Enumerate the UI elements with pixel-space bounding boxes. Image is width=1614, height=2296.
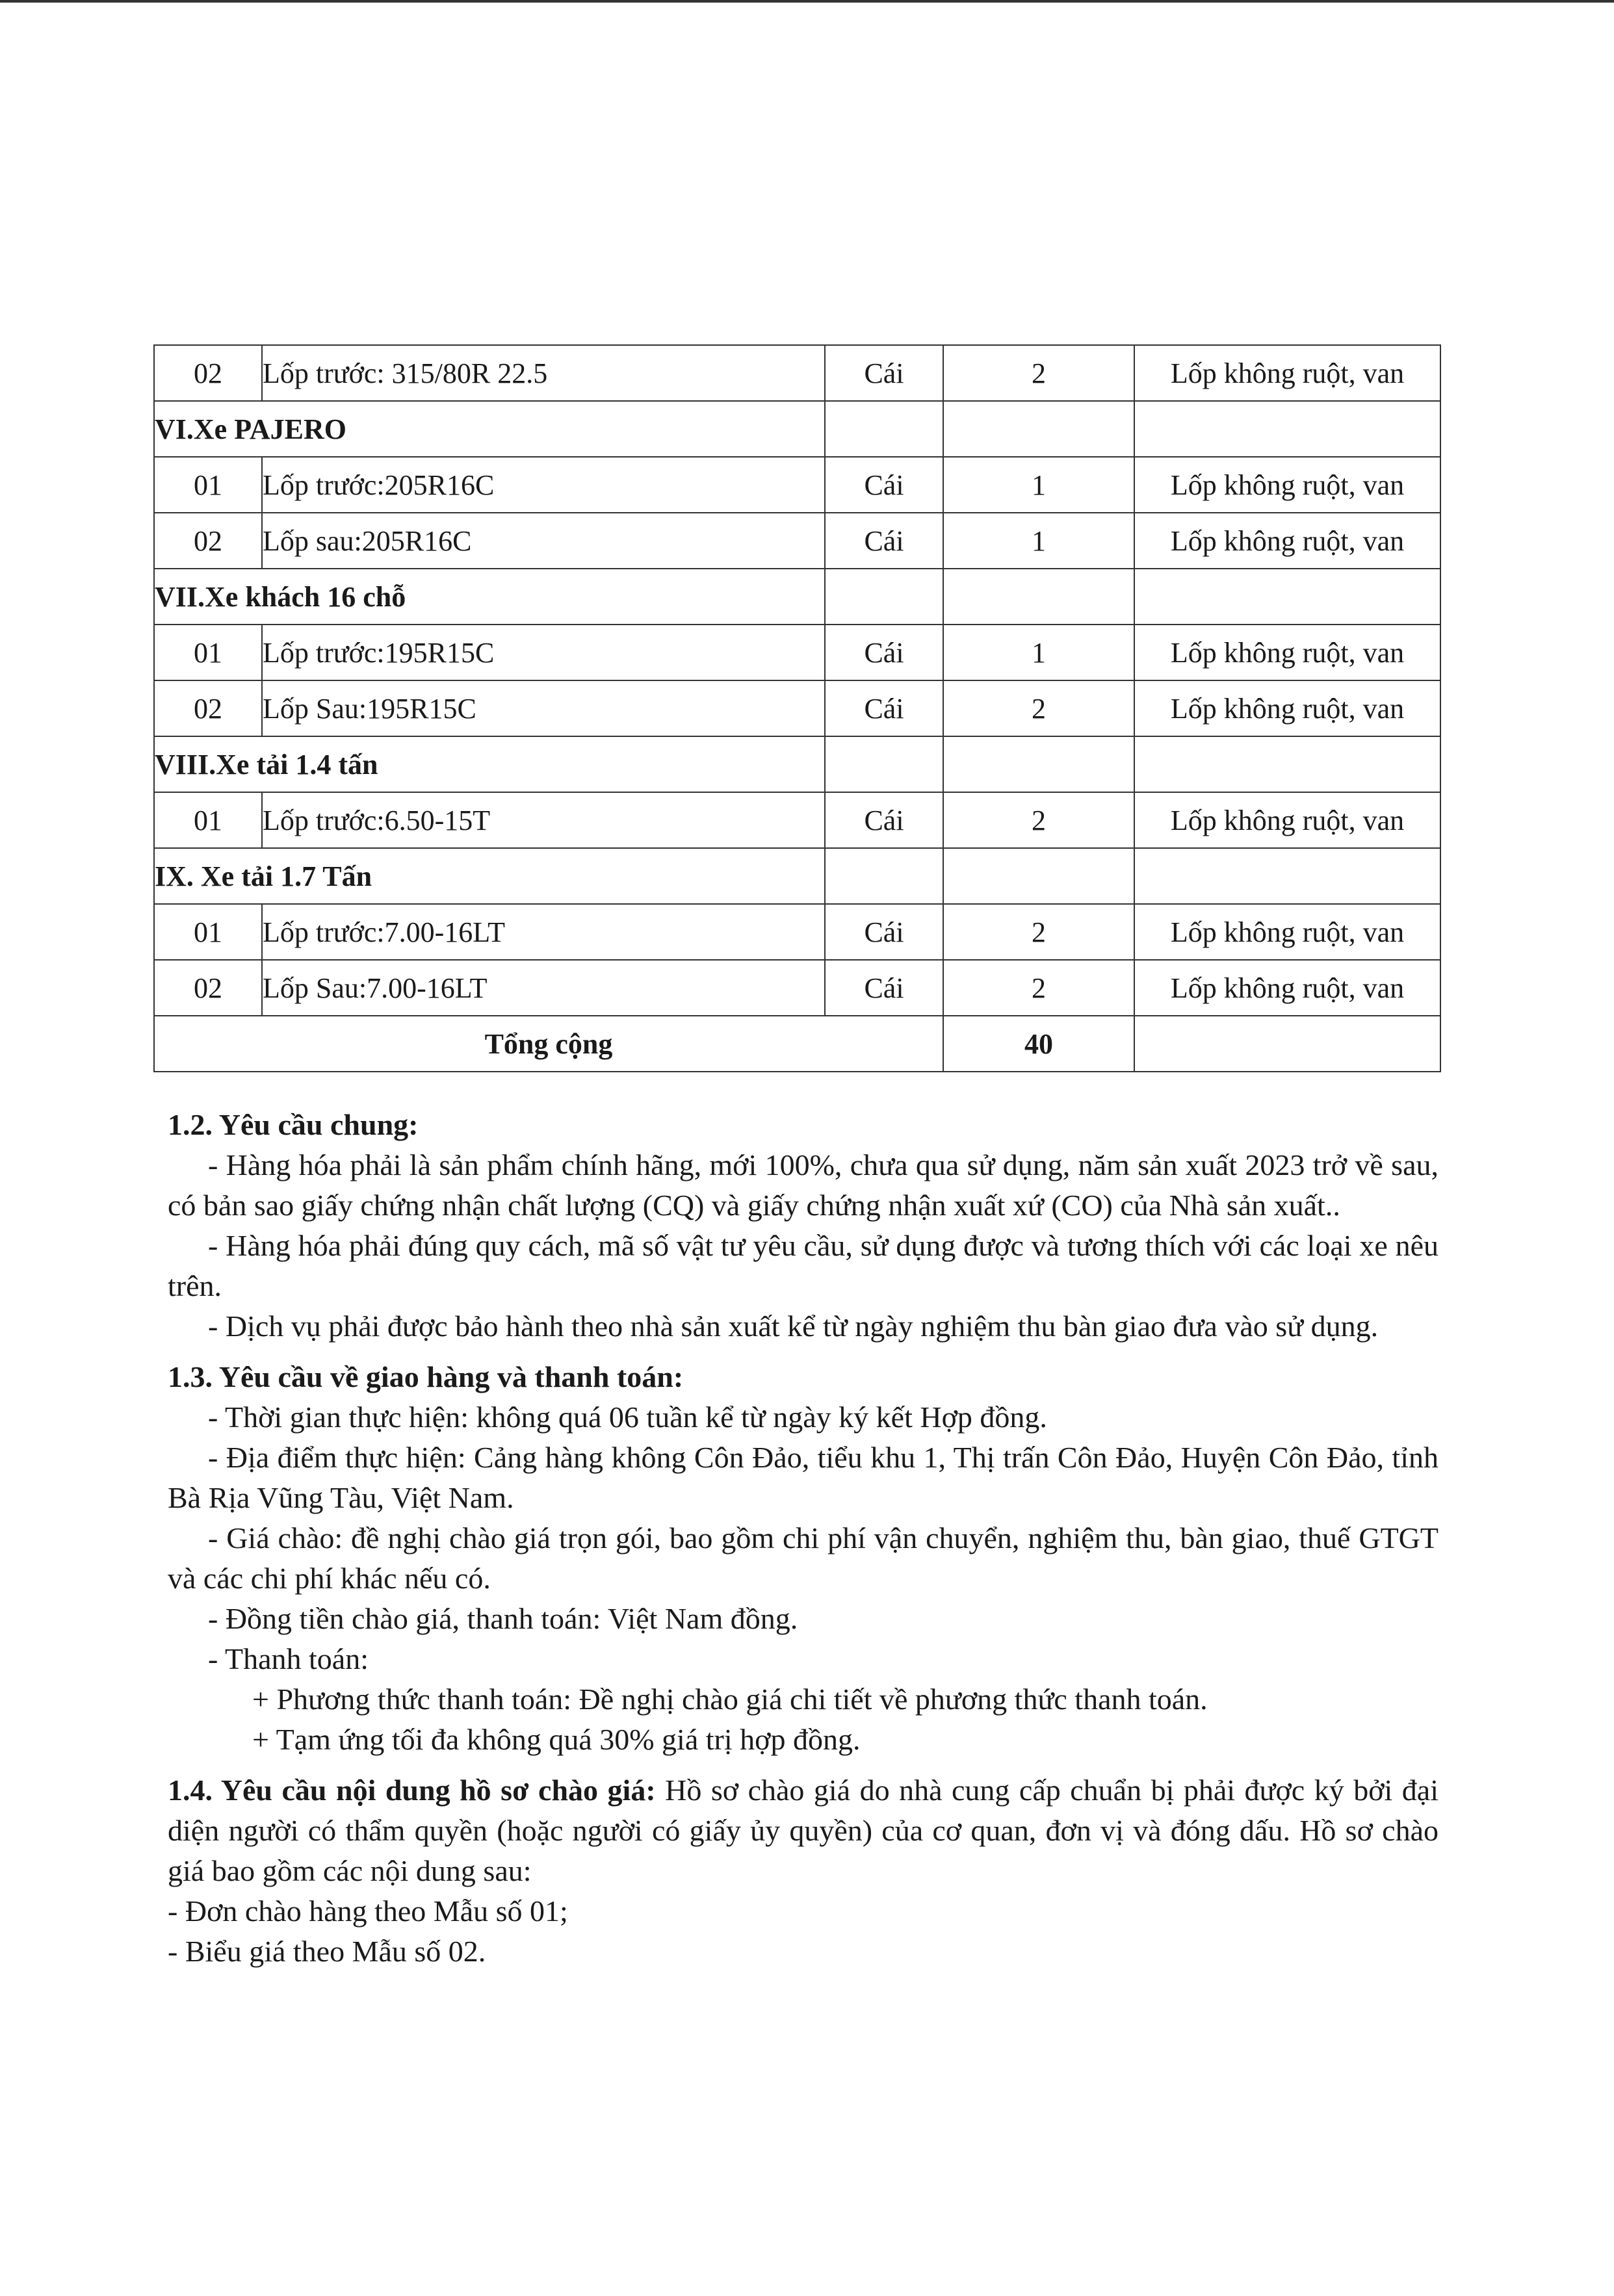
total-qty: 40 [943, 1016, 1134, 1072]
section-1-3-subitem: + Phương thức thanh toán: Đề nghị chào giá chi tiết về phương thức thanh toán. [252, 1683, 1208, 1716]
row-qty: 2 [943, 792, 1134, 848]
group-label: VIII.Xe tải 1.4 tấn [154, 736, 825, 792]
group-label: VII.Xe khách 16 chỗ [154, 569, 825, 625]
group-label: VI.Xe PAJERO [154, 401, 825, 457]
row-note: Lốp không ruột, van [1134, 345, 1440, 401]
group-row [154, 401, 1440, 457]
row-item-name: Lốp trước: 315/80R 22.5 [262, 345, 825, 401]
table-row [154, 792, 1440, 848]
page-top-edge [0, 0, 1614, 3]
section-1-3-item: - Thanh toán: [208, 1642, 369, 1675]
total-row [154, 1016, 1440, 1072]
section-1-3-item: - Đồng tiền chào giá, thanh toán: Việt Nam đồng. [208, 1602, 798, 1635]
row-qty: 2 [943, 680, 1134, 736]
row-stt: 02 [154, 513, 262, 569]
row-stt: 01 [154, 457, 262, 513]
table-row [154, 625, 1440, 680]
section-1-4-intro: Hồ sơ chào giá do nhà cung cấp chuẩn bị phải được ký bởi đại diện người có thẩm quyền (hoặc người có giấy ủy quyền) của cơ quan, đơn vị và đóng dấu. Hồ sơ chào giá bao gồm các nội dung sau: [168, 1774, 1438, 1887]
table-row [154, 457, 1440, 513]
row-note: Lốp không ruột, van [1134, 960, 1440, 1016]
row-unit: Cái [825, 680, 943, 736]
row-unit: Cái [825, 960, 943, 1016]
row-unit: Cái [825, 345, 943, 401]
table-row [154, 680, 1440, 736]
row-unit: Cái [825, 513, 943, 569]
row-unit: Cái [825, 457, 943, 513]
row-item-name: Lốp trước:7.00-16LT [262, 904, 825, 960]
table-row [154, 345, 1440, 401]
row-note: Lốp không ruột, van [1134, 457, 1440, 513]
group-row [154, 569, 1440, 625]
row-item-name: Lốp sau:205R16C [262, 513, 825, 569]
row-qty: 2 [943, 904, 1134, 960]
section-1-3-item: - Địa điểm thực hiện: Cảng hàng không Côn Đảo, tiểu khu 1, Thị trấn Côn Đảo, Huyện Côn Đảo, tỉnh Bà Rịa Vũng Tàu, Việt Nam. [168, 1441, 1438, 1514]
row-stt: 02 [154, 960, 262, 1016]
row-unit: Cái [825, 625, 943, 680]
section-1-2-item: - Hàng hóa phải là sản phẩm chính hãng, mới 100%, chưa qua sử dụng, năm sản xuất 2023 trở về sau, có bản sao giấy chứng nhận chất lượng (CQ) và giấy chứng nhận xuất xứ (CO) của Nhà sản xuất.. [168, 1148, 1438, 1222]
row-qty: 1 [943, 625, 1134, 680]
row-unit: Cái [825, 792, 943, 848]
row-qty: 1 [943, 457, 1134, 513]
group-row [154, 736, 1440, 792]
section-1-4-item: - Biểu giá theo Mẫu số 02. [168, 1935, 486, 1968]
section-1-3 [168, 1357, 1438, 1760]
row-stt: 02 [154, 680, 262, 736]
total-label: Tổng cộng [154, 1016, 943, 1072]
section-1-4-paragraph [168, 1770, 1438, 1891]
table-row [154, 513, 1440, 569]
row-stt: 01 [154, 792, 262, 848]
table-body [154, 345, 1440, 1072]
row-note: Lốp không ruột, van [1134, 513, 1440, 569]
row-item-name: Lốp Sau:7.00-16LT [262, 960, 825, 1016]
row-item-name: Lốp Sau:195R15C [262, 680, 825, 736]
row-item-name: Lốp trước:195R15C [262, 625, 825, 680]
section-1-3-heading: 1.3. Yêu cầu về giao hàng và thanh toán: [168, 1360, 684, 1393]
section-1-4-heading: 1.4. Yêu cầu nội dung hồ sơ chào giá: [168, 1774, 656, 1807]
section-1-3-subitem: + Tạm ứng tối đa không quá 30% giá trị hợp đồng. [252, 1723, 861, 1756]
row-stt: 02 [154, 345, 262, 401]
group-row [154, 848, 1440, 904]
row-stt: 01 [154, 625, 262, 680]
row-qty: 2 [943, 960, 1134, 1016]
row-note: Lốp không ruột, van [1134, 625, 1440, 680]
row-item-name: Lốp trước:205R16C [262, 457, 825, 513]
table-row [154, 904, 1440, 960]
table-row [154, 960, 1440, 1016]
section-1-4 [168, 1770, 1438, 1972]
section-1-2-heading: 1.2. Yêu cầu chung: [168, 1108, 419, 1141]
row-item-name: Lốp trước:6.50-15T [262, 792, 825, 848]
section-1-2-item: - Dịch vụ phải được bảo hành theo nhà sản xuất kể từ ngày nghiệm thu bàn giao đưa vào sử dụng. [208, 1309, 1379, 1343]
row-qty: 2 [943, 345, 1134, 401]
row-note: Lốp không ruột, van [1134, 904, 1440, 960]
group-label: IX. Xe tải 1.7 Tấn [154, 848, 825, 904]
tire-spec-table [153, 344, 1441, 1072]
section-1-3-item: - Giá chào: đề nghị chào giá trọn gói, bao gồm chi phí vận chuyển, nghiệm thu, bàn giao, thuế GTGT và các chi phí khác nếu có. [168, 1521, 1438, 1595]
row-unit: Cái [825, 904, 943, 960]
requirements-text [168, 1105, 1438, 1972]
section-1-4-item: - Đơn chào hàng theo Mẫu số 01; [168, 1894, 568, 1928]
row-note: Lốp không ruột, van [1134, 680, 1440, 736]
row-note: Lốp không ruột, van [1134, 792, 1440, 848]
row-stt: 01 [154, 904, 262, 960]
section-1-2-item: - Hàng hóa phải đúng quy cách, mã số vật tư yêu cầu, sử dụng được và tương thích với các loại xe nêu trên. [168, 1229, 1438, 1302]
row-qty: 1 [943, 513, 1134, 569]
section-1-3-item: - Thời gian thực hiện: không quá 06 tuần kể từ ngày ký kết Hợp đồng. [208, 1400, 1047, 1434]
